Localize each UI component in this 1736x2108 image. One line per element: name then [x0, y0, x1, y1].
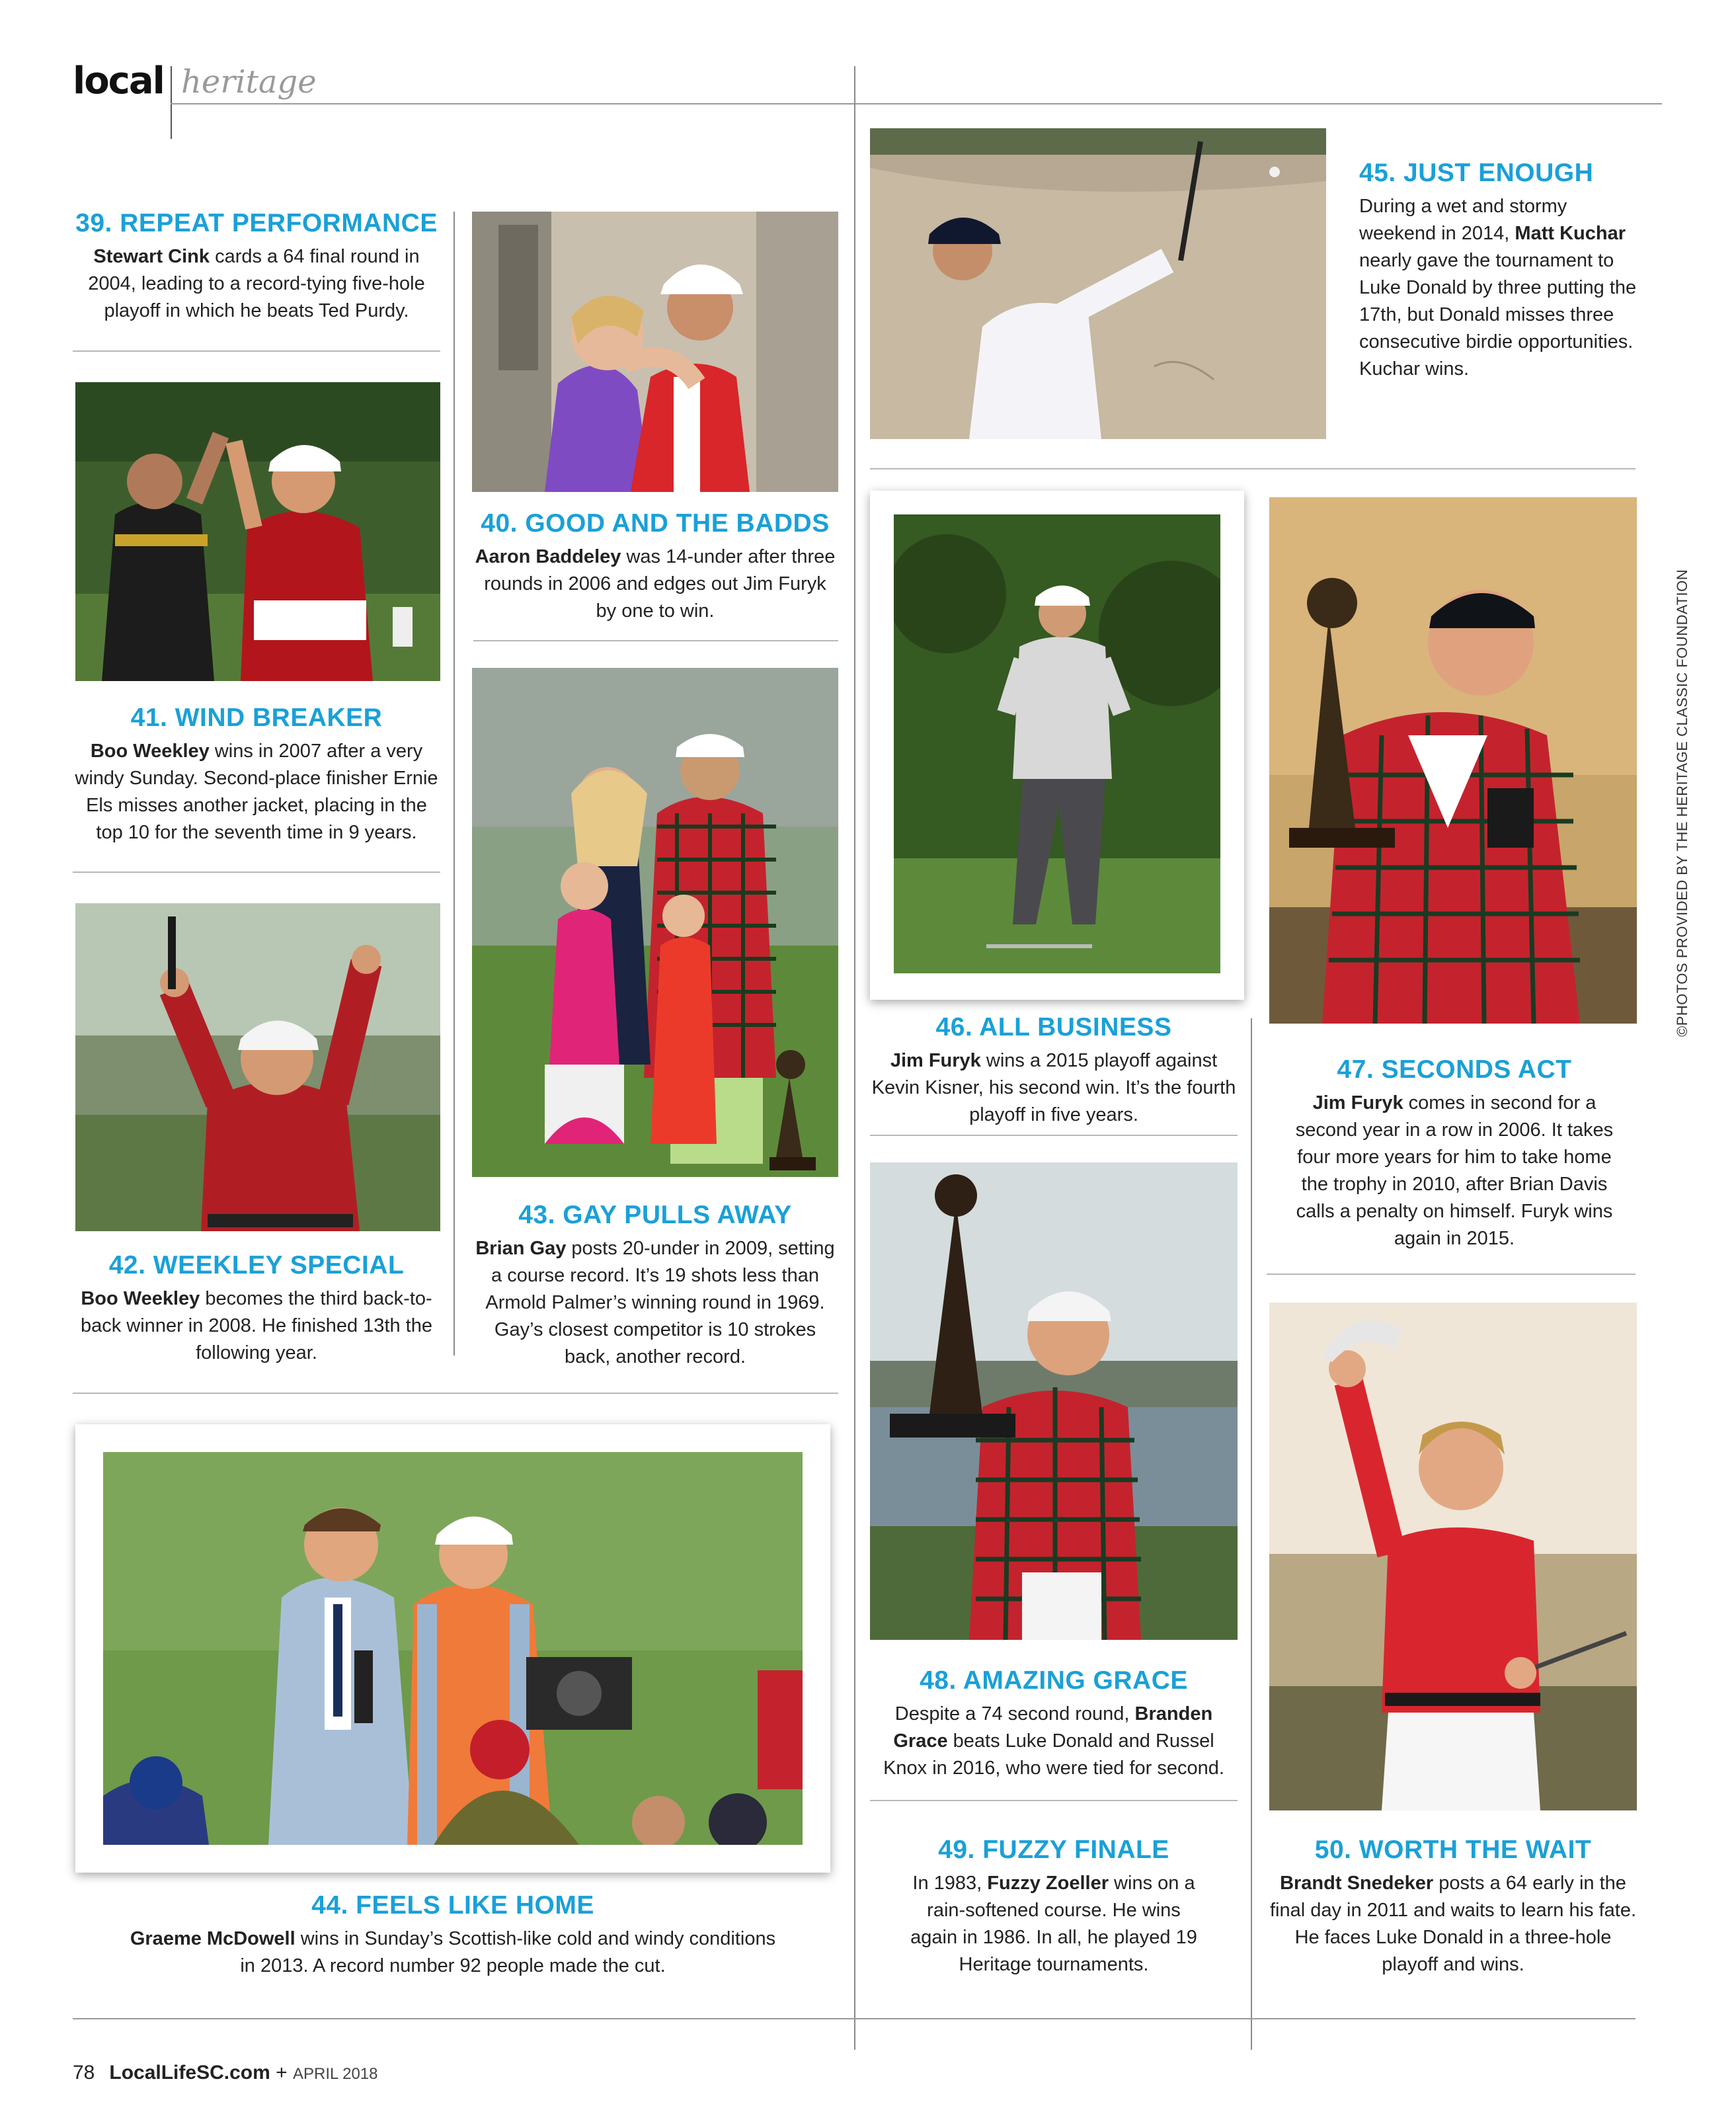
- rule-47: [1267, 1274, 1636, 1275]
- item-49: [870, 1836, 1238, 1978]
- item-46: [870, 1013, 1238, 1129]
- rule-40: [473, 640, 838, 641]
- item-title: 40. GOOD AND THE BADDS: [481, 509, 830, 538]
- masthead-section: heritage: [181, 63, 317, 101]
- photo-mcdowell-frame: [75, 1424, 830, 1873]
- item-title: 49. FUZZY FINALE: [938, 1836, 1169, 1864]
- column-divider-left: [454, 212, 455, 1356]
- page-footer: [73, 2062, 378, 2084]
- item-40: [472, 509, 838, 625]
- rule-39: [73, 350, 440, 352]
- item-48: [870, 1666, 1238, 1782]
- item-body: Stewart Cink cards a 64 final round in 2004, leading to a record-tying five-hole playoff in which he beats Ted Purdy.: [88, 246, 425, 321]
- photo-weekley-2008: [75, 903, 440, 1231]
- item-body: Graeme McDowell wins in Sunday’s Scottish-like cold and windy conditions in 2013. A record number 92 people made the cut.: [130, 1928, 776, 1976]
- photo-baddeley: [472, 212, 838, 492]
- issue-date: APRIL 2018: [292, 2065, 378, 2083]
- rule-48: [870, 1800, 1238, 1801]
- item-44: [75, 1891, 830, 1980]
- item-title: 39. REPEAT PERFORMANCE: [75, 209, 438, 237]
- site-link[interactable]: LocalLifeSC.com: [109, 2062, 270, 2084]
- item-body: Brian Gay posts 20-under in 2009, setting a course record. It’s 19 shots less than Armold Palmer’s winning round in 1969. Gay’s closest competitor is 10 strokes back, another record.: [475, 1238, 835, 1367]
- photo-weekley-2007: [75, 382, 440, 681]
- item-body: Despite a 74 second round, Branden Grace beats Luke Donald and Russel Knox in 2016, who were tied for second.: [883, 1703, 1224, 1779]
- item-title: 47. SECONDS ACT: [1337, 1055, 1572, 1084]
- rule-46: [870, 1135, 1238, 1136]
- item-body: Jim Furyk comes in second for a second year in a row in 2006. It takes four more years for him to take home the trophy in 2010, after Brian Davis calls a penalty on himself. Furyk wins again in 2015.: [1295, 1092, 1614, 1249]
- item-body: Jim Furyk wins a 2015 playoff against Kevin Kisner, his second win. It’s the fourth playoff in five years.: [871, 1050, 1236, 1125]
- item-title: 43. GAY PULLS AWAY: [518, 1201, 792, 1229]
- photo-furyk-2010: [1269, 497, 1637, 1024]
- item-43: [472, 1201, 838, 1371]
- rule-45: [870, 468, 1636, 469]
- item-body: Boo Weekley becomes the third back-to-back winner in 2008. He finished 13th the following year.: [80, 1288, 432, 1363]
- page-number: 78: [73, 2062, 95, 2084]
- item-title: 44. FEELS LIKE HOME: [311, 1891, 594, 1920]
- top-rule: [171, 103, 1662, 104]
- item-title: 48. AMAZING GRACE: [920, 1666, 1188, 1695]
- item-42: [73, 1251, 440, 1367]
- photo-credit-text: ©PHOTOS PROVIDED BY THE HERITAGE CLASSIC FOUNDATION: [1674, 569, 1690, 1037]
- item-title: 50. WORTH THE WAIT: [1314, 1836, 1592, 1864]
- column-divider-center: [854, 66, 855, 2050]
- photo-furyk-2015: [894, 514, 1220, 973]
- bottom-rule: [73, 2018, 1636, 2019]
- item-body: Aaron Baddeley was 14-under after three rounds in 2006 and edges out Jim Furyk by one to win.: [475, 546, 836, 622]
- photo-kuchar: [870, 128, 1326, 439]
- photo-snedeker: [1269, 1303, 1637, 1810]
- photo-gay-family: [472, 668, 838, 1177]
- masthead-brand: local: [73, 60, 164, 102]
- masthead-divider: [171, 66, 172, 139]
- item-41: [73, 704, 440, 846]
- photo-mcdowell: [103, 1452, 803, 1845]
- item-body: Brandt Snedeker posts a 64 early in the final day in 2011 and waits to learn his fate. He faces Luke Donald in a three-hole playoff and wins.: [1269, 1873, 1637, 1975]
- photo-credit: [1669, 569, 1695, 1037]
- rule-43: [73, 1393, 838, 1394]
- footer-separator: +: [270, 2062, 293, 2084]
- item-39: [73, 209, 440, 325]
- item-title: 45. JUST ENOUGH: [1359, 159, 1594, 187]
- item-body: During a wet and stormy weekend in 2014, Matt Kuchar nearly gave the tournament to Luke Donald by three putting the 17th, but Donald misses three consecutive birdie opportunities. Kuchar wins.: [1359, 196, 1637, 380]
- item-45: [1359, 159, 1637, 383]
- item-body: Boo Weekley wins in 2007 after a very windy Sunday. Second-place finisher Ernie Els misses another jacket, placing in the top 10 for the seventh time in 9 years.: [75, 741, 438, 843]
- photo-grace: [870, 1162, 1238, 1640]
- item-47: [1285, 1055, 1624, 1252]
- column-divider-right: [1251, 1018, 1252, 2050]
- item-title: 46. ALL BUSINESS: [935, 1013, 1172, 1041]
- item-50: [1269, 1836, 1637, 1978]
- item-title: 42. WEEKLEY SPECIAL: [108, 1251, 405, 1279]
- item-title: 41. WIND BREAKER: [130, 704, 383, 732]
- rule-41: [73, 872, 440, 873]
- item-body: In 1983, Fuzzy Zoeller wins on a rain-softened course. He wins again in 1986. In all, he played 19 Heritage tournaments.: [910, 1873, 1197, 1975]
- photo-furyk-2015-frame: [870, 491, 1244, 1000]
